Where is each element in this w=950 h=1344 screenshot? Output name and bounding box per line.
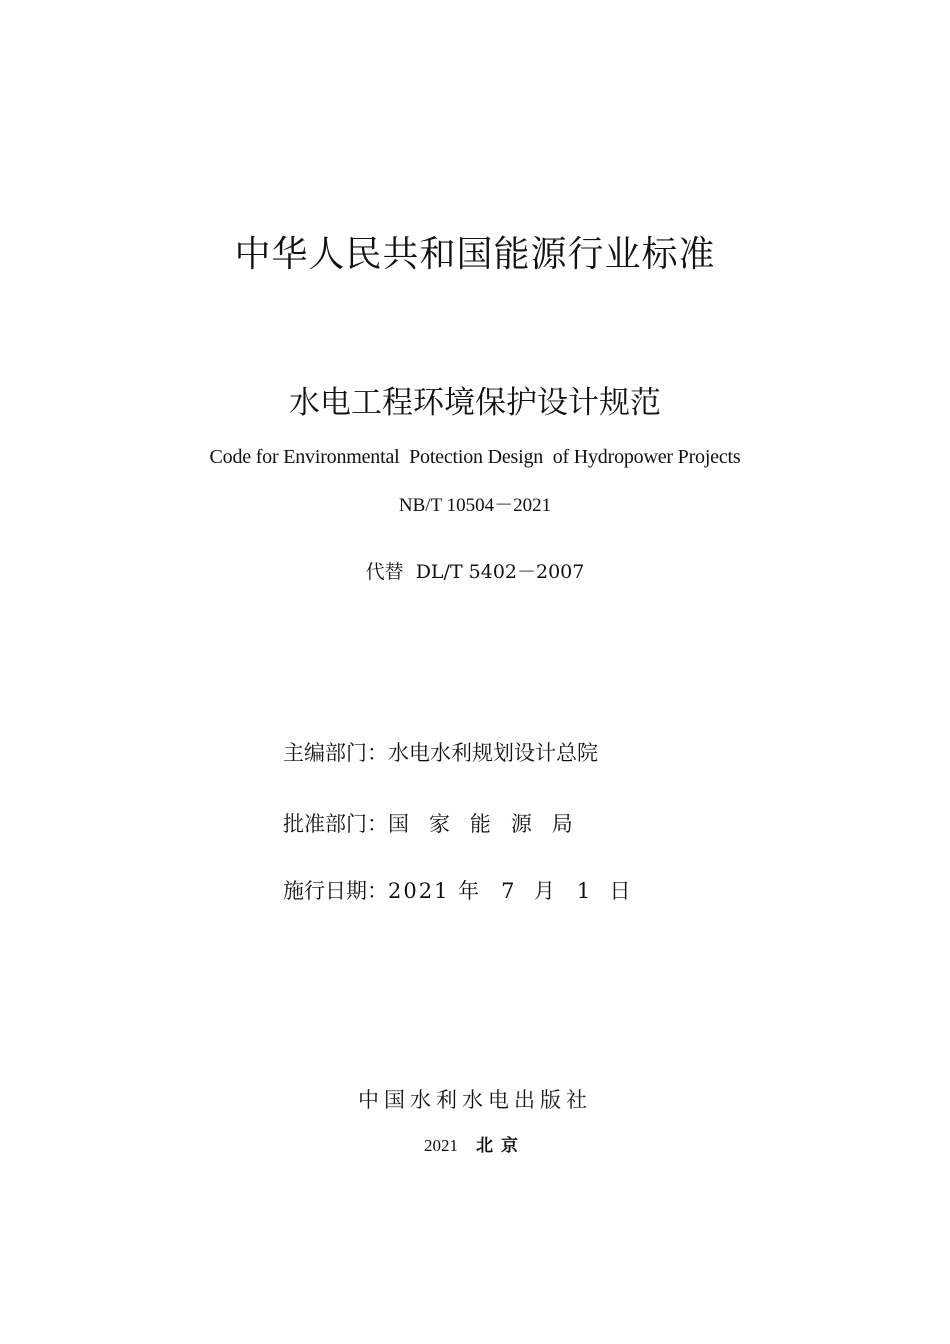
editor-department-label: 主编部门： [283,741,388,765]
publication-year: 2021 [424,1136,458,1155]
effective-date-row [283,876,633,906]
publisher-name: 中国水利水电出版社 [358,1088,592,1112]
publication-city: 北京 [476,1136,526,1156]
effective-date-label: 施行日期： [283,879,388,903]
publication-place [0,1133,950,1159]
approver-department-value: 国家能源局 [388,812,593,836]
replaced-standard: 代替 DL/T 5402－2007 [365,561,585,583]
effective-date-year: 2021 年 [388,879,482,903]
standard-number: NB/T 10504－2021 [398,495,552,516]
industry-standard-heading: 中华人民共和国能源行业标准 [234,234,716,275]
approver-department-row [283,809,593,839]
document-title-chinese: 水电工程环境保护设计规范 [289,385,661,421]
document-title-english: Code for Environmental Potection Design of Hydropower Projects [209,446,741,468]
editor-department-row [283,738,598,768]
editor-department-value: 水电水利规划设计总院 [388,741,598,765]
effective-date-day: 1 日 [576,879,633,903]
approver-department-label: 批准部门： [283,812,388,836]
effective-date-month: 7 月 [501,879,557,903]
